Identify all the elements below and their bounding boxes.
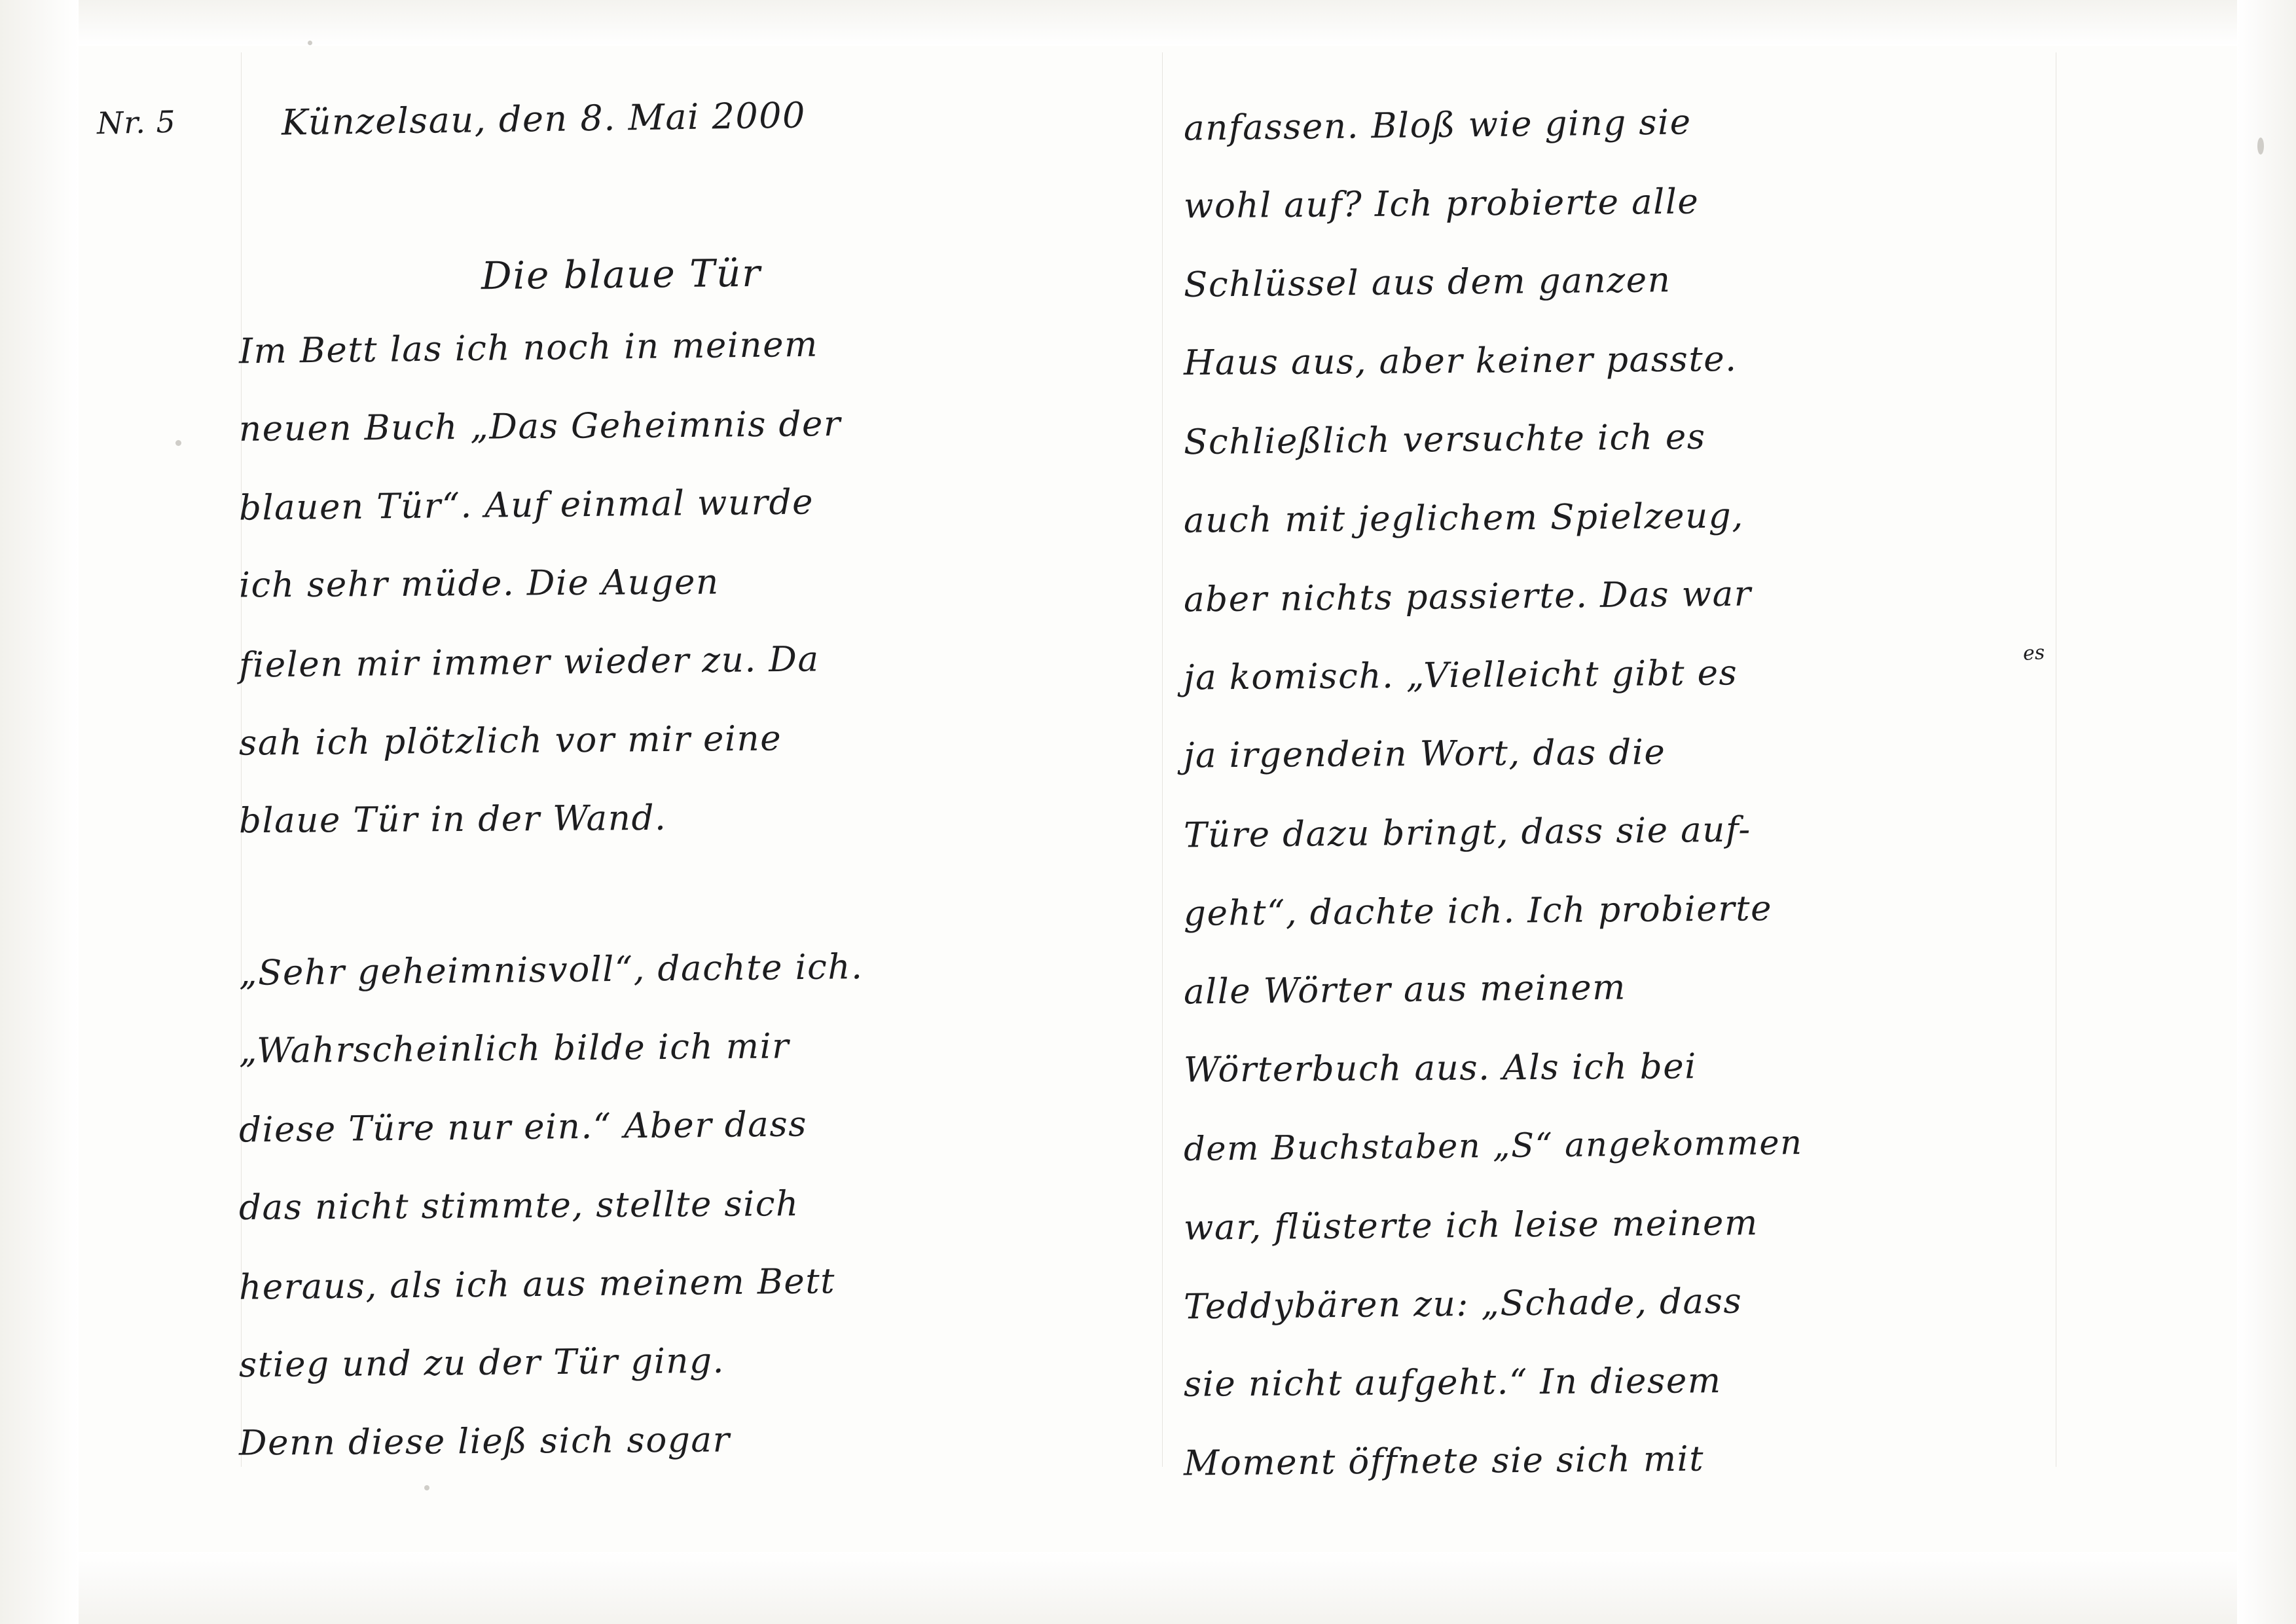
text-line: stieg und zu der Tür ging. — [238, 1340, 725, 1386]
scan-speck — [424, 1485, 429, 1490]
margin-rule-middle — [1162, 52, 1163, 1467]
text-line: „Wahrscheinlich bilde ich mir — [238, 1026, 790, 1071]
scan-speck — [2257, 138, 2264, 155]
text-line: Türe dazu bringt, dass sie auf- — [1183, 809, 1752, 856]
text-line: Denn diese ließ sich sogar — [238, 1420, 731, 1464]
text-line: blauen Tür“. Auf einmal wurde — [238, 482, 814, 528]
text-line: wohl auf? Ich probierte alle — [1183, 181, 1700, 227]
text-line: alle Wörter aus meinem — [1183, 967, 1627, 1012]
text-line: ich sehr müde. Die Augen — [238, 562, 720, 606]
text-line: war, flüsterte ich leise meinem — [1183, 1203, 1759, 1248]
text-line: das nicht stimmte, stellte sich — [238, 1184, 799, 1228]
scan-speck — [308, 41, 312, 45]
text-line: neuen Buch „Das Geheimnis der — [238, 403, 842, 450]
text-line: „Sehr geheimnisvoll“, dachte ich. — [238, 947, 864, 993]
insertion-mark-es: es — [2022, 641, 2046, 665]
text-line: aber nichts passierte. Das war — [1183, 574, 1752, 620]
text-line: anfassen. Bloß wie ging sie — [1183, 102, 1692, 149]
text-line: Schlüssel aus dem ganzen — [1183, 260, 1671, 305]
text-line: sie nicht aufgeht.“ In diesem — [1183, 1361, 1722, 1405]
paper-edge-left — [0, 0, 79, 1624]
scan-speck — [175, 440, 181, 446]
paper-edge-right — [2237, 0, 2296, 1624]
text-line: diese Türe nur ein.“ Aber dass — [238, 1104, 808, 1151]
text-line: dem Buchstaben „S“ angekommen — [1183, 1124, 1803, 1169]
paper-edge-bottom — [0, 1552, 2296, 1624]
text-line: fielen mir immer wieder zu. Da — [238, 639, 820, 686]
text-line: Im Bett las ich noch in meinem — [238, 324, 819, 372]
text-line: ja irgendein Wort, das die — [1183, 732, 1666, 776]
page-title: Die blaue Tür — [481, 250, 762, 299]
text-line: heraus, als ich aus meinem Bett — [238, 1261, 836, 1308]
text-line: sah ich plötzlich vor mir eine — [238, 718, 782, 764]
text-line: geht“, dachte ich. Ich probierte — [1183, 889, 1773, 934]
text-line: blaue Tür in der Wand. — [238, 798, 667, 841]
text-line: Teddybären zu: „Schade, dass — [1183, 1281, 1743, 1327]
page-number: Nr. 5 — [96, 103, 177, 141]
text-line: Wörterbuch aus. Als ich bei — [1183, 1046, 1698, 1090]
text-line: auch mit jeglichem Spielzeug, — [1183, 496, 1745, 541]
text-line: Schließlich versuchte ich es — [1183, 416, 1706, 463]
dateline: Künzelsau, den 8. Mai 2000 — [281, 94, 807, 143]
text-line: Moment öffnete sie sich mit — [1183, 1439, 1705, 1484]
paper-edge-top — [0, 0, 2296, 46]
text-line: Haus aus, aber keiner passte. — [1183, 339, 1738, 383]
text-line: ja komisch. „Vielleicht gibt es — [1183, 653, 1738, 698]
